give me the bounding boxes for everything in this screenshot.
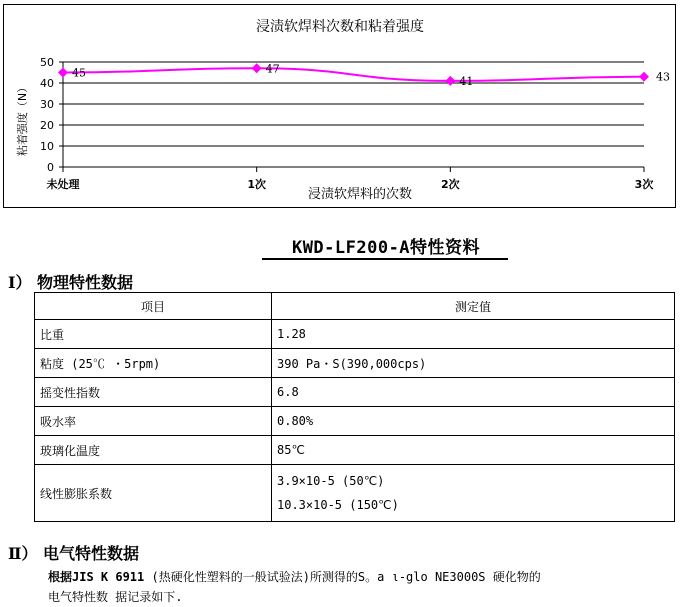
chart-y-axis-label: 粘着强度（N） bbox=[16, 81, 29, 157]
y-tick-label: 10 bbox=[40, 140, 54, 153]
data-point-marker bbox=[252, 63, 262, 73]
section-heading-physical: Ⅰ） 物理特性数据 bbox=[8, 273, 134, 292]
property-value-multi bbox=[272, 465, 675, 522]
table-row bbox=[35, 349, 675, 378]
table-row bbox=[35, 407, 675, 436]
table-row bbox=[35, 465, 675, 522]
physical-properties-table bbox=[34, 292, 675, 522]
property-value: 390 Pa・S(390,000cps) bbox=[272, 349, 675, 378]
y-tick-label: 30 bbox=[40, 98, 54, 111]
table-row bbox=[35, 436, 675, 465]
line-chart bbox=[4, 5, 677, 209]
x-tick-label: 3次 bbox=[634, 178, 654, 191]
property-name: 吸水率 bbox=[35, 407, 272, 436]
data-label: 41 bbox=[459, 74, 474, 88]
section-heading-electrical: Ⅱ） 电气特性数据 bbox=[8, 544, 140, 563]
description-text-line2: 电气特性数 据记录如下. bbox=[48, 590, 183, 604]
series-line bbox=[63, 68, 644, 81]
table-row bbox=[35, 320, 675, 349]
standard-reference: 根据JIS K 6911 bbox=[48, 570, 145, 584]
y-tick-label: 0 bbox=[47, 161, 54, 174]
property-value: 0.80% bbox=[272, 407, 675, 436]
property-name: 摇变性指数 bbox=[35, 378, 272, 407]
y-tick-label: 40 bbox=[40, 77, 54, 90]
column-header-item: 项目 bbox=[35, 293, 272, 320]
y-tick-label: 50 bbox=[40, 56, 54, 69]
table-header-row bbox=[35, 293, 675, 320]
title-underline bbox=[262, 258, 508, 260]
chart-panel bbox=[3, 4, 676, 208]
description-text: (热硬化性塑料的一般试验法)所测得的S。a ι-glo NE3000S 硬化物的 bbox=[144, 570, 541, 584]
table-row bbox=[35, 378, 675, 407]
chart-x-axis-label: 浸渍软焊料的次数 bbox=[307, 187, 413, 202]
column-header-value: 测定值 bbox=[272, 293, 675, 320]
property-value: 3.9×10-5 (50℃) bbox=[277, 474, 385, 488]
property-value: 10.3×10-5 (150℃) bbox=[277, 498, 399, 512]
data-label: 43 bbox=[656, 70, 670, 84]
electrical-description bbox=[48, 567, 541, 607]
property-name: 玻璃化温度 bbox=[35, 436, 272, 465]
property-name: 比重 bbox=[35, 320, 272, 349]
data-point-marker bbox=[445, 76, 455, 86]
data-label: 45 bbox=[72, 66, 86, 80]
property-value: 6.8 bbox=[272, 378, 675, 407]
x-tick-label: 未处理 bbox=[46, 178, 80, 191]
data-label: 47 bbox=[265, 62, 280, 76]
document-title: KWD-LF200-A特性资料 bbox=[291, 238, 481, 258]
property-name: 粘度 (25℃ ・5rpm) bbox=[35, 349, 272, 378]
data-point-marker bbox=[639, 72, 649, 82]
x-tick-label: 2次 bbox=[441, 178, 460, 191]
y-tick-label: 20 bbox=[40, 119, 54, 132]
x-tick-label: 1次 bbox=[247, 178, 266, 191]
property-value: 1.28 bbox=[272, 320, 675, 349]
data-point-marker bbox=[58, 68, 68, 78]
property-value: 85℃ bbox=[272, 436, 675, 465]
chart-title: 浸渍软焊料次数和粘着强度 bbox=[256, 19, 424, 35]
property-name: 线性膨胀系数 bbox=[35, 465, 272, 522]
